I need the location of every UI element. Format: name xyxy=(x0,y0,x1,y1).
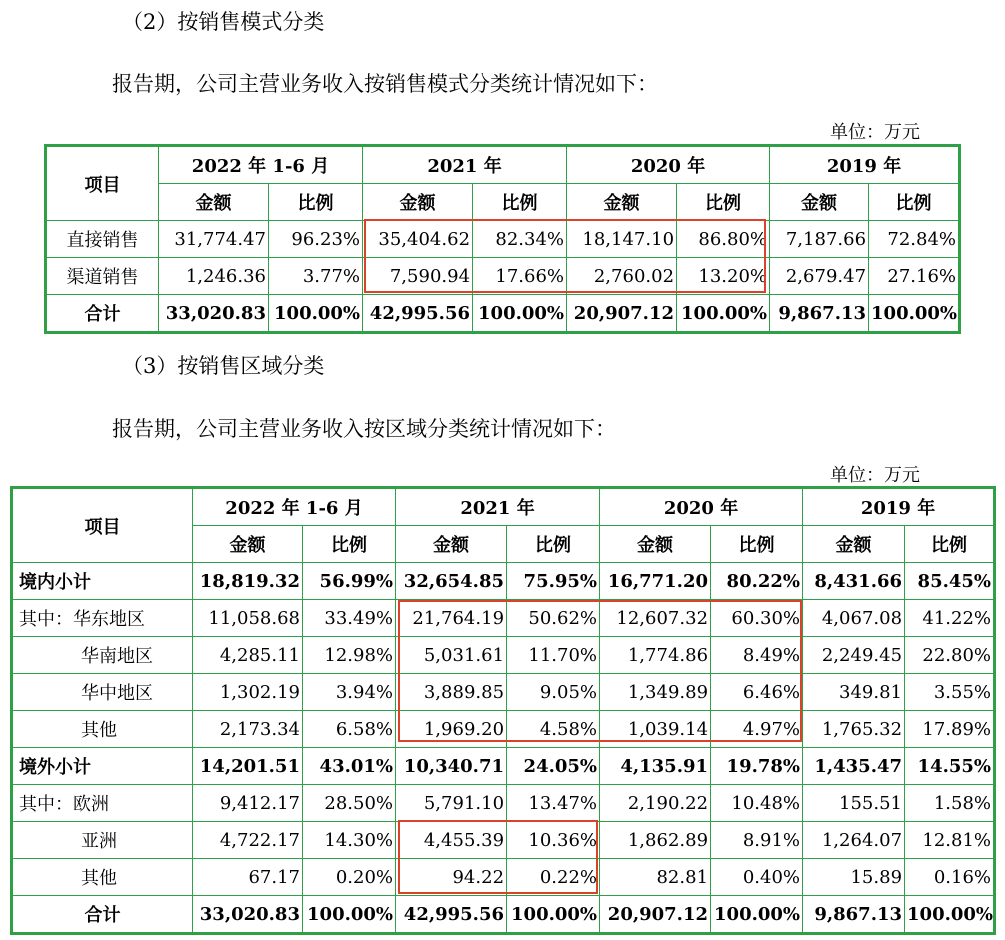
ratio-header: 比例 xyxy=(507,526,600,563)
ratio-header: 比例 xyxy=(905,526,995,563)
ratio-cell: 4.58% xyxy=(507,711,600,748)
amount-cell: 67.17 xyxy=(193,859,303,896)
ratio-cell: 96.23% xyxy=(269,221,363,258)
table-row xyxy=(12,674,995,711)
amount-cell: 18,819.32 xyxy=(193,563,303,600)
section3-unit: 单位：万元 xyxy=(830,465,920,486)
amount-cell: 2,190.22 xyxy=(600,785,711,822)
ratio-cell: 14.55% xyxy=(905,748,995,785)
ratio-cell: 100.00% xyxy=(507,896,600,934)
amount-cell: 5,791.10 xyxy=(396,785,507,822)
ratio-cell: 10.48% xyxy=(711,785,803,822)
amount-cell: 2,679.47 xyxy=(770,258,869,295)
ratio-cell: 12.98% xyxy=(303,637,396,674)
amount-cell: 42,995.56 xyxy=(396,896,507,934)
ratio-cell: 27.16% xyxy=(869,258,960,295)
section2-unit: 单位：万元 xyxy=(830,122,920,143)
amount-cell: 4,455.39 xyxy=(396,822,507,859)
table-header-item: 项目 xyxy=(12,488,193,563)
ratio-header: 比例 xyxy=(711,526,803,563)
row-label: 其他 xyxy=(12,859,193,896)
ratio-cell: 13.20% xyxy=(677,258,770,295)
row-label: 境外小计 xyxy=(12,748,193,785)
amount-cell: 2,249.45 xyxy=(803,637,905,674)
ratio-cell: 1.58% xyxy=(905,785,995,822)
row-label: 渠道销售 xyxy=(46,258,159,295)
ratio-cell: 4.97% xyxy=(711,711,803,748)
ratio-cell: 0.20% xyxy=(303,859,396,896)
amount-cell: 12,607.32 xyxy=(600,600,711,637)
amount-header: 金额 xyxy=(363,184,473,221)
amount-cell: 33,020.83 xyxy=(193,896,303,934)
amount-header: 金额 xyxy=(600,526,711,563)
amount-cell: 1,039.14 xyxy=(600,711,711,748)
ratio-cell: 10.36% xyxy=(507,822,600,859)
table-row xyxy=(12,600,995,637)
amount-cell: 7,187.66 xyxy=(770,221,869,258)
table-row xyxy=(46,258,960,295)
amount-cell: 16,771.20 xyxy=(600,563,711,600)
period-header: 2022 年 1-6 月 xyxy=(159,146,363,184)
amount-cell: 32,654.85 xyxy=(396,563,507,600)
ratio-cell: 100.00% xyxy=(269,295,363,333)
table-row xyxy=(12,785,995,822)
ratio-cell: 13.47% xyxy=(507,785,600,822)
ratio-cell: 50.62% xyxy=(507,600,600,637)
ratio-cell: 100.00% xyxy=(473,295,567,333)
ratio-cell: 100.00% xyxy=(303,896,396,934)
period-header: 2019 年 xyxy=(803,488,995,526)
ratio-cell: 8.49% xyxy=(711,637,803,674)
ratio-cell: 80.22% xyxy=(711,563,803,600)
table-row xyxy=(12,637,995,674)
ratio-cell: 12.81% xyxy=(905,822,995,859)
amount-cell: 1,264.07 xyxy=(803,822,905,859)
amount-cell: 4,067.08 xyxy=(803,600,905,637)
amount-cell: 9,867.13 xyxy=(770,295,869,333)
amount-cell: 1,774.86 xyxy=(600,637,711,674)
ratio-cell: 17.66% xyxy=(473,258,567,295)
section3-intro: 报告期，公司主营业务收入按区域分类统计情况如下： xyxy=(112,417,616,441)
amount-header: 金额 xyxy=(159,184,269,221)
period-header: 2021 年 xyxy=(363,146,567,184)
ratio-cell: 6.46% xyxy=(711,674,803,711)
period-header: 2020 年 xyxy=(567,146,770,184)
amount-cell: 1,969.20 xyxy=(396,711,507,748)
ratio-cell: 100.00% xyxy=(677,295,770,333)
ratio-cell: 6.58% xyxy=(303,711,396,748)
amount-cell: 10,340.71 xyxy=(396,748,507,785)
amount-cell: 1,862.89 xyxy=(600,822,711,859)
amount-cell: 1,435.47 xyxy=(803,748,905,785)
ratio-cell: 11.70% xyxy=(507,637,600,674)
ratio-cell: 3.77% xyxy=(269,258,363,295)
row-label: 其中：华东地区 xyxy=(12,600,193,637)
ratio-cell: 3.94% xyxy=(303,674,396,711)
table-row xyxy=(12,563,995,600)
ratio-header: 比例 xyxy=(473,184,567,221)
row-label: 其中：欧洲 xyxy=(12,785,193,822)
ratio-cell: 9.05% xyxy=(507,674,600,711)
sales-region-table xyxy=(10,486,996,935)
amount-cell: 35,404.62 xyxy=(363,221,473,258)
ratio-cell: 22.80% xyxy=(905,637,995,674)
amount-cell: 2,173.34 xyxy=(193,711,303,748)
period-header: 2021 年 xyxy=(396,488,600,526)
amount-cell: 2,760.02 xyxy=(567,258,677,295)
amount-cell: 5,031.61 xyxy=(396,637,507,674)
ratio-cell: 0.22% xyxy=(507,859,600,896)
table-row xyxy=(12,822,995,859)
amount-cell: 42,995.56 xyxy=(363,295,473,333)
ratio-header: 比例 xyxy=(303,526,396,563)
ratio-cell: 19.78% xyxy=(711,748,803,785)
amount-header: 金额 xyxy=(803,526,905,563)
ratio-cell: 41.22% xyxy=(905,600,995,637)
ratio-cell: 56.99% xyxy=(303,563,396,600)
amount-cell: 1,765.32 xyxy=(803,711,905,748)
row-label: 华南地区 xyxy=(12,637,193,674)
amount-cell: 11,058.68 xyxy=(193,600,303,637)
ratio-cell: 3.55% xyxy=(905,674,995,711)
table-row xyxy=(12,748,995,785)
ratio-cell: 8.91% xyxy=(711,822,803,859)
amount-cell: 1,302.19 xyxy=(193,674,303,711)
ratio-cell: 86.80% xyxy=(677,221,770,258)
amount-cell: 21,764.19 xyxy=(396,600,507,637)
ratio-cell: 85.45% xyxy=(905,563,995,600)
table-row xyxy=(12,896,995,934)
row-label: 华中地区 xyxy=(12,674,193,711)
period-header: 2022 年 1-6 月 xyxy=(193,488,396,526)
row-label: 亚洲 xyxy=(12,822,193,859)
amount-cell: 3,889.85 xyxy=(396,674,507,711)
amount-cell: 31,774.47 xyxy=(159,221,269,258)
amount-header: 金额 xyxy=(770,184,869,221)
table-row xyxy=(12,711,995,748)
period-header: 2019 年 xyxy=(770,146,960,184)
amount-cell: 1,246.36 xyxy=(159,258,269,295)
ratio-header: 比例 xyxy=(869,184,960,221)
section2-heading: （2）按销售模式分类 xyxy=(122,10,325,34)
ratio-cell: 0.40% xyxy=(711,859,803,896)
amount-cell: 9,867.13 xyxy=(803,896,905,934)
amount-header: 金额 xyxy=(193,526,303,563)
ratio-cell: 72.84% xyxy=(869,221,960,258)
row-label: 合计 xyxy=(46,295,159,333)
amount-cell: 8,431.66 xyxy=(803,563,905,600)
table-header-item: 项目 xyxy=(46,146,159,221)
ratio-cell: 60.30% xyxy=(711,600,803,637)
table-row xyxy=(46,295,960,333)
amount-cell: 82.81 xyxy=(600,859,711,896)
ratio-cell: 14.30% xyxy=(303,822,396,859)
amount-header: 金额 xyxy=(396,526,507,563)
amount-cell: 20,907.12 xyxy=(600,896,711,934)
row-label: 合计 xyxy=(12,896,193,934)
period-header: 2020 年 xyxy=(600,488,803,526)
amount-cell: 349.81 xyxy=(803,674,905,711)
amount-header: 金额 xyxy=(567,184,677,221)
amount-cell: 155.51 xyxy=(803,785,905,822)
ratio-cell: 33.49% xyxy=(303,600,396,637)
amount-cell: 18,147.10 xyxy=(567,221,677,258)
ratio-cell: 43.01% xyxy=(303,748,396,785)
ratio-cell: 100.00% xyxy=(905,896,995,934)
row-label: 其他 xyxy=(12,711,193,748)
ratio-cell: 82.34% xyxy=(473,221,567,258)
amount-cell: 4,722.17 xyxy=(193,822,303,859)
ratio-cell: 100.00% xyxy=(711,896,803,934)
section2-intro: 报告期，公司主营业务收入按销售模式分类统计情况如下： xyxy=(112,72,658,96)
ratio-cell: 100.00% xyxy=(869,295,960,333)
amount-cell: 15.89 xyxy=(803,859,905,896)
row-label: 直接销售 xyxy=(46,221,159,258)
table-row xyxy=(46,221,960,258)
ratio-cell: 24.05% xyxy=(507,748,600,785)
amount-cell: 1,349.89 xyxy=(600,674,711,711)
ratio-header: 比例 xyxy=(269,184,363,221)
amount-cell: 94.22 xyxy=(396,859,507,896)
amount-cell: 14,201.51 xyxy=(193,748,303,785)
amount-cell: 4,135.91 xyxy=(600,748,711,785)
section3-heading: （3）按销售区域分类 xyxy=(122,354,325,378)
ratio-cell: 17.89% xyxy=(905,711,995,748)
ratio-cell: 28.50% xyxy=(303,785,396,822)
row-label: 境内小计 xyxy=(12,563,193,600)
amount-cell: 33,020.83 xyxy=(159,295,269,333)
amount-cell: 4,285.11 xyxy=(193,637,303,674)
table-row xyxy=(12,859,995,896)
ratio-cell: 75.95% xyxy=(507,563,600,600)
amount-cell: 9,412.17 xyxy=(193,785,303,822)
ratio-header: 比例 xyxy=(677,184,770,221)
amount-cell: 7,590.94 xyxy=(363,258,473,295)
amount-cell: 20,907.12 xyxy=(567,295,677,333)
sales-mode-table xyxy=(44,144,961,334)
ratio-cell: 0.16% xyxy=(905,859,995,896)
